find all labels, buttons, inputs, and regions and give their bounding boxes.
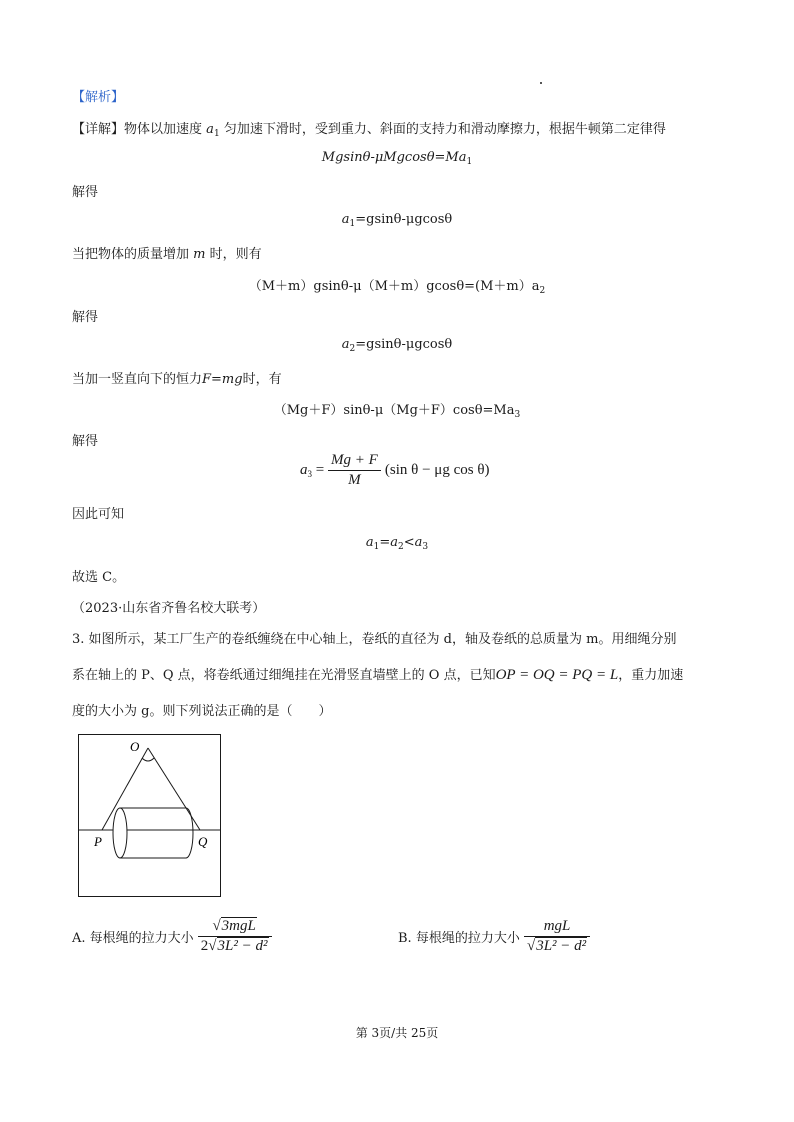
option-a-fraction: $\frac{\text{√3mgL}}{\text{2√3L² − d²}}$ [198,918,272,955]
question-line-1: 3. 如图所示，某工厂生产的卷纸缠绕在中心轴上，卷纸的直径为 d，轴及卷纸的总质量为 m。用细绳分别 [72,632,677,647]
stray-dot [540,82,542,84]
detail-paragraph: 【详解】物体以加速度 $a_1$ 匀加速下滑时，受到重力、斜面的支持力和滑动摩擦力，根据牛顿第二定律得 [72,122,666,139]
solve-label-2: 解得 [72,310,99,325]
force-paragraph: 当加一竖直向下的恒力F=mg时，有 [72,372,282,387]
question-line-2: 系在轴上的 P、Q 点，将卷纸通过细绳挂在光滑竖直墙壁上的 O 点，已知OP = OQ = PQ = L，重力加速 [72,667,684,683]
analysis-tag: 【解析】 [72,90,125,105]
equation-7: $a_1=a_2<a_3$ [365,535,429,552]
equation-1: Mgsinθ-$\mu Mgcos\theta=Ma_1$ [321,150,473,167]
page-footer: 第 3页/共 25页 [355,1026,439,1040]
tissue-roll-figure [78,734,222,898]
label-p: P [94,834,102,849]
option-b: B. 每根绳的拉力大小 $\frac{\text{mgL}}{\text{√3L² − d²}}$ [398,918,590,955]
equation-2: $a_1=gsin\theta$-μgcosθ [341,212,453,229]
option-b-fraction: $\frac{\text{mgL}}{\text{√3L² − d²}}$ [524,918,590,955]
equation-6: $a_3$ = $\frac{Mg + F}{M}$ (sin θ − μg cos θ) [300,452,490,488]
mass-paragraph: 当把物体的质量增加 m 时，则有 [72,247,262,262]
label-q: Q [198,834,208,849]
figure-frame [79,735,221,897]
fraction-mg-plus-f: $\frac{Mg + F}{M}$ [328,452,381,489]
question-line-3: 度的大小为 g。则下列说法正确的是（ ） [72,704,332,719]
answer-line: 故选 C。 [72,570,126,585]
solve-label-1: 解得 [72,185,99,200]
equation-4: $a_2=gsin\theta$-μgcosθ [341,337,453,354]
label-o: O [130,739,140,754]
option-a: A. 每根绳的拉力大小 $\frac{\text{√3mgL}}{\text{2√3L² − d²}}$ [72,918,272,955]
angle-arc [142,758,154,761]
detail-tag: 【详解】 [72,122,125,137]
rope-oq [148,748,200,830]
solve-label-3: 解得 [72,434,99,449]
equation-3: $(M+m)gsin\theta-\mu(M+m)gcos\theta=(M+m)a_2$ [248,279,546,296]
conclude-label: 因此可知 [72,507,125,522]
cylinder-front-face [113,808,127,858]
cylinder-back-face [186,808,193,858]
equation-5: $(Mg+F)\sin\theta-\mu(Mg+F)\cos\theta=Ma_3$ [273,403,521,420]
question-source: （2023·山东省齐鲁名校大联考） [72,601,266,616]
